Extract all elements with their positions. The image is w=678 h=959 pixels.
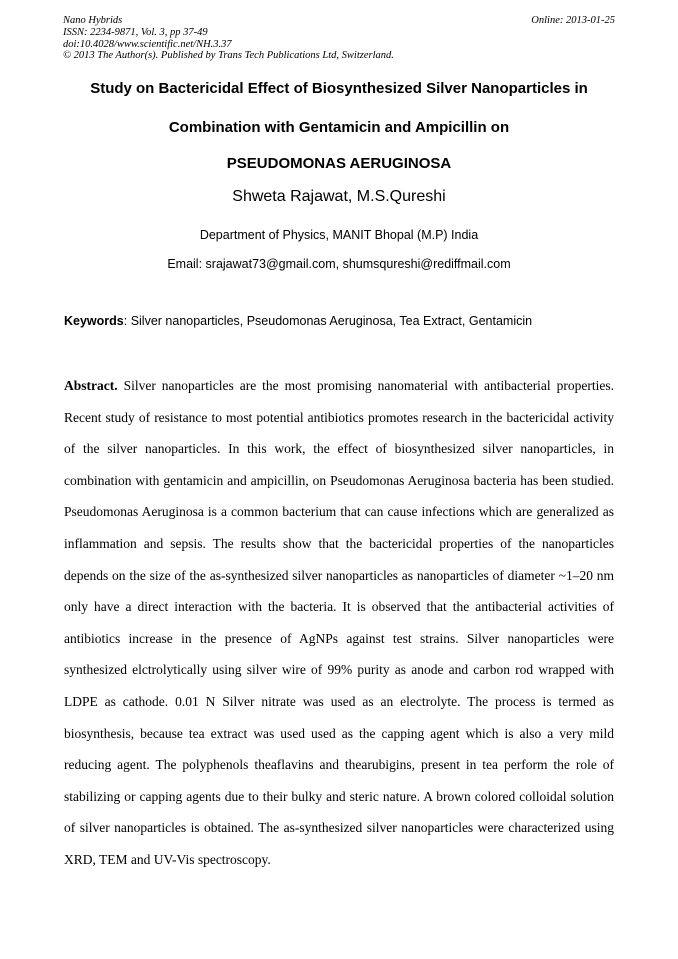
journal-issn: ISSN: 2234-9871, Vol. 3, pp 37-49: [63, 26, 208, 38]
title-line-2: Combination with Gentamicin and Ampicillin on: [168, 119, 510, 136]
title-line-3: PSEUDOMONAS AERUGINOSA: [226, 155, 452, 172]
abstract-label: Abstract.: [64, 378, 118, 393]
journal-name: Nano Hybrids: [63, 15, 123, 26]
journal-copyright: © 2013 The Author(s). Published by Trans Tech Publications Ltd, Switzerland.: [63, 50, 394, 62]
online-date: Online: 2013-01-25: [531, 15, 615, 26]
journal-header: [63, 15, 615, 62]
abstract-text: Silver nanoparticles are the most promising nanomaterial with antibacterial properties. Recent study of resistance to most potential antibiotics promotes research in the bactericidal activity of the silver nanoparticles. In this work, the effect of biosynthesized silver nanoparticles, in combination with gentamicin and ampicillin, on Pseudomonas Aeruginosa bacteria has been studied. Pseudomonas Aeruginosa is a common bacterium that can cause infections which are generalized as inflammation and sepsis. The results show that the bactericidal properties of the nanoparticles depends on the size of the as-synthesized silver nanoparticles as nanoparticles of diameter ~1–20 nm only have a direct interaction with the bacteria. It is observed that the antibacterial activities of antibiotics increase in the presence of AgNPs against test strains. Silver nanoparticles were synthesized elctrolytically using silver wire of 99% purity as anode and carbon rod wrapped with LDPE as cathode. 0.01 N Silver nitrate was used as an electrolyte. The process is termed as biosynthesis, because tea extract was used used as the capping agent which is also a very mild reducing agent. The polyphenols theaflavins and thearubigins, present in tea perform the role of stabilizing or capping agents due to their bulky and steric nature. A brown colored colloidal solution of silver nanoparticles is obtained. The as-synthesized silver nanoparticles were characterized using XRD, TEM and UV-Vis spectroscopy.: [64, 378, 614, 867]
keywords: [64, 314, 624, 328]
title-line-1: Study on Bactericidal Effect of Biosynthesized Silver Nanoparticles in: [90, 80, 588, 97]
author-emails[interactable]: Email: srajawat73@gmail.com, shumsqureshi@rediffmail.com: [167, 257, 511, 271]
keywords-text: : Silver nanoparticles, Pseudomonas Aeruginosa, Tea Extract, Gentamicin: [123, 314, 533, 328]
affiliation: Department of Physics, MANIT Bhopal (M.P) India: [199, 228, 479, 242]
journal-doi[interactable]: doi:10.4028/www.scientific.net/NH.3.37: [63, 38, 232, 50]
keywords-label: Keywords: [64, 314, 124, 328]
authors: Shweta Rajawat, M.S.Qureshi: [232, 188, 446, 205]
abstract: [64, 370, 614, 876]
